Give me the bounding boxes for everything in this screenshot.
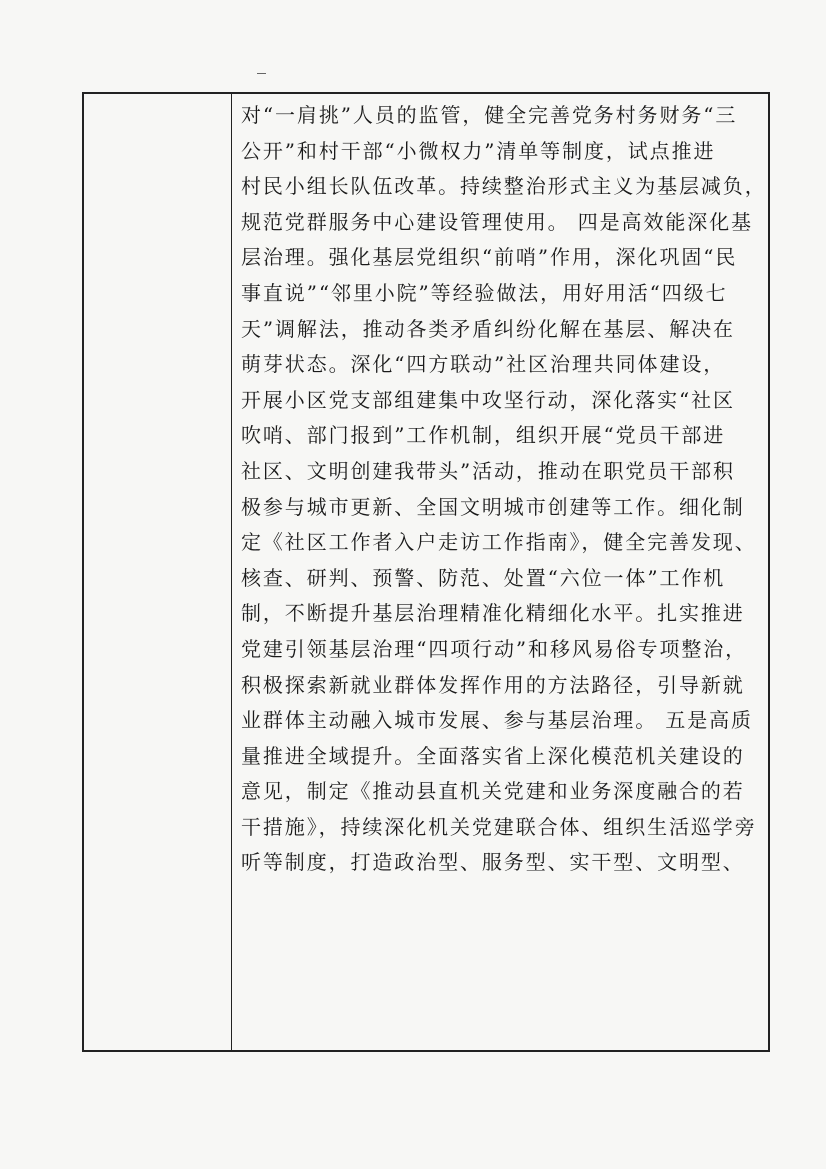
text-line: 听等制度，打造政治型、服务型、实干型、文明型、 bbox=[241, 850, 745, 875]
text-line: 事直说”“邻里小院”等经验做法，用好用活“四级七 bbox=[241, 280, 728, 305]
text-line: 极参与城市更新、全国文明城市创建等工作。细化制 bbox=[241, 494, 745, 519]
table-content-cell bbox=[233, 94, 768, 1050]
text-line: 对“一肩挑”人员的监管，健全完善党务村务财务“三 bbox=[241, 103, 738, 127]
text-line: 干措施》，持续深化机关党建联合体、组织生活巡学旁 bbox=[241, 814, 757, 839]
scan-mark bbox=[257, 73, 266, 74]
text-line: 天”调解法，推动各类矛盾纠纷化解在基层、解决在 bbox=[241, 316, 735, 341]
text-line: 定《社区工作者入户走访工作指南》，健全完善发现、 bbox=[241, 530, 757, 555]
body-text bbox=[241, 98, 767, 881]
text-line: 层治理。强化基层党组织“前哨”作用，深化巩固“民 bbox=[241, 245, 738, 270]
document-table bbox=[82, 92, 770, 1052]
text-line: 规范党群服务中心建设管理使用。 四是高效能深化基 bbox=[241, 209, 753, 234]
text-line: 党建引领基层治理“四项行动”和移风易俗专项整治， bbox=[241, 636, 748, 661]
text-line: 萌芽状态。深化“四方联动”社区治理共同体建设， bbox=[241, 352, 726, 377]
text-line: 村民小组长队伍改革。持续整治形式主义为基层减负， bbox=[241, 174, 767, 199]
text-line: 吹哨、部门报到”工作机制，组织开展“党员干部进 bbox=[241, 423, 726, 448]
text-line: 制，不断提升基层治理精准化精细化水平。扎实推进 bbox=[241, 601, 745, 626]
text-line: 社区、文明创建我带头”活动，推动在职党员干部积 bbox=[241, 458, 735, 483]
text-line: 业群体主动融入城市发展、参与基层治理。 五是高质 bbox=[241, 708, 753, 733]
table-left-column bbox=[84, 94, 232, 1050]
text-line: 开展小区党支部组建集中攻坚行动，深化落实“社区 bbox=[241, 387, 735, 412]
text-line: 意见，制定《推动县直机关党建和业务深度融合的若 bbox=[241, 779, 745, 804]
text-line: 公开”和村干部“小微权力”清单等制度，试点推进 bbox=[241, 138, 716, 163]
text-line: 核查、研判、预警、防范、处置“六位一体”工作机 bbox=[241, 565, 726, 590]
text-line: 积极探索新就业群体发挥作用的方法路径，引导新就 bbox=[241, 672, 745, 697]
text-line: 量推进全域提升。全面落实省上深化模范机关建设的 bbox=[241, 743, 745, 768]
